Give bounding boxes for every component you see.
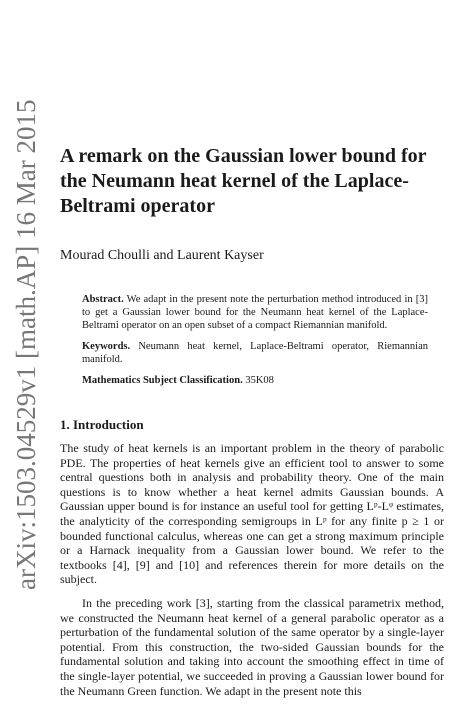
paper-page — [60, 144, 444, 698]
subject-classification — [82, 374, 428, 387]
abstract-text: We adapt in the present note the perturbation method introduced in [3] to get a Gaussian lower bound for the Neumann heat kernel of the Laplace-Beltrami operator on an open subset of a compact Riemannian manifold. — [82, 294, 429, 331]
arxiv-identifier: arXiv:1503.04529v1 [math.AP] 16 Mar 2015 — [11, 99, 41, 590]
body-paragraph: The study of heat kernels is an important problem in the theory of parabolic PDE. The properties of heat kernels give an efficient tool to answer to some central questions both in analysis and probability theory. One of the main questions is to know whether a heat kernel admits Gaussian bounds. A Gaussian upper bound is for instance an useful tool for getting Lᵖ-Lᵠ estimates, the analyticity of the corresponding semigroups in Lᵖ for any finite p ≥ 1 or bounded functional calculus, whereas one can get a strong maximum principle or a Harnack inequality from a Gaussian lower bound. We refer to the textbooks [4], [9] and [10] and references therein for more details on the subject. — [60, 441, 444, 587]
msc-label: Mathematics Subject Classification. — [82, 375, 243, 386]
keywords-label: Keywords. — [82, 341, 131, 352]
body-paragraph: In the preceding work [3], starting from the classical parametrix method, we constructed the Neumann heat kernel of a general parabolic operator as a perturbation of the fundamental solution of the same operator by a single-layer potential. From this construction, the two-sided Gaussian bounds for the fundamental solution and taking into account the smoothing effect in time of the single-layer potential, we succeeded in proving a Gaussian lower bound for the Neumann Green function. We adapt in the present note this — [60, 595, 444, 698]
paper-title: A remark on the Gaussian lower bound for the Neumann heat kernel of the Laplace-Beltrami operator — [60, 145, 427, 217]
msc-code: 35K08 — [245, 375, 274, 386]
abstract-label: Abstract. — [82, 294, 124, 305]
abstract — [82, 293, 428, 332]
section-heading: 1. Introduction — [60, 417, 144, 432]
paper-authors: Mourad Choulli and Laurent Kayser — [60, 248, 264, 263]
keywords-text: Neumann heat kernel, Laplace-Beltrami operator, Riemannian manifold. — [82, 341, 428, 365]
keywords — [82, 340, 428, 366]
arxiv-identifier-stamp — [2, 30, 48, 590]
front-matter — [82, 293, 428, 387]
